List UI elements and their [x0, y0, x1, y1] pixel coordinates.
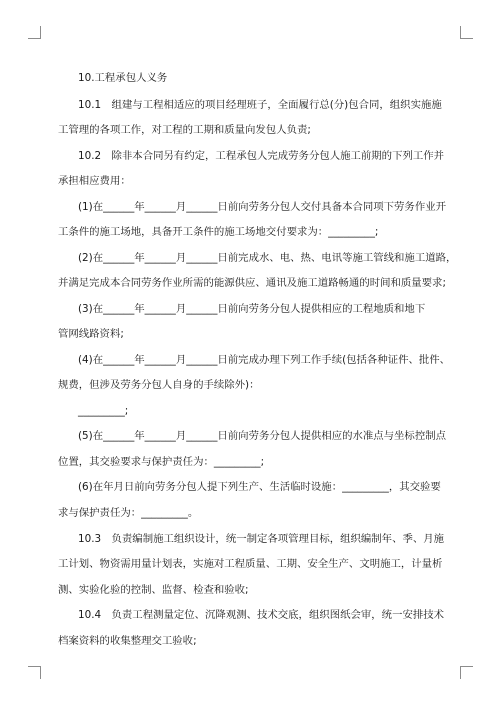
- text-line: (5)在______年______月______日前向劳务分包人提供相应的水准点与坐标控制点: [78, 430, 446, 442]
- text-line: 位置，其交验要求与保护责任为：_________;: [58, 456, 265, 468]
- text-line: 工计划、物资需用量计划表，实施对工程质量、工期、安全生产、文明施工，计量析: [58, 558, 443, 570]
- crop-mark-bottom-right: [460, 666, 473, 679]
- text-line: (1)在______年______月______日前向劳务分包人交付具备本合同项下劳务作业开: [78, 201, 446, 213]
- crop-mark-top-right: [460, 26, 473, 39]
- text-line: (6)在年月日前向劳务分包人提下列生产、生活临时设施：_________，其交验要: [78, 481, 441, 493]
- text-line: 10.工程承包人义务: [78, 72, 168, 84]
- text-line: 10.3 负责编制施工组织设计，统一制定各项管理目标，组织编制年、季、月施: [78, 533, 445, 545]
- text-line: (2)在______年______月______日前完成水、电、热、电讯等施工管线和施工道路，: [78, 252, 457, 264]
- text-line: 承担相应费用：: [58, 175, 131, 187]
- text-line: 10.2 除非本合同另有约定，工程承包人完成劳务分包人施工前期的下列工作并: [78, 150, 445, 162]
- text-line: 工管理的各项工作，对工程的工期和质量向发包人负责;: [58, 124, 311, 136]
- text-line: 工条件的施工场地，具备开工条件的施工场地交付要求为：_________;: [58, 226, 379, 238]
- text-line: _________;: [78, 405, 129, 417]
- crop-mark-bottom-left: [28, 666, 41, 679]
- crop-mark-top-left: [28, 26, 41, 39]
- text-line: 10.4 负责工程测量定位、沉降观测、技术交底，组织图纸会审，统一安排技术: [78, 609, 445, 621]
- text-line: 并满足完成本合同劳务作业所需的能源供应、通讯及施工道路畅通的时间和质量要求;: [58, 277, 446, 289]
- text-line: 10.1 组建与工程相适应的项目经理班子，全面履行总(分)包合同，组织实施施: [78, 99, 442, 111]
- text-line: 规费，但涉及劳务分包人自身的手续除外)：: [58, 379, 260, 391]
- text-line: 测、实验化验的控制、监督、检查和验收;: [58, 584, 249, 596]
- text-line: (3)在______年______月______日前向劳务分包人提供相应的工程地质和地下: [78, 303, 426, 315]
- text-line: 管网线路资料;: [58, 328, 124, 340]
- text-line: 求与保护责任为：_________。: [58, 507, 199, 519]
- text-line: 档案资料的收集整理交工验收;: [58, 635, 197, 647]
- text-line: (4)在______年______月______日前完成办理下列工作手续(包括各种证件、批件、: [78, 354, 451, 366]
